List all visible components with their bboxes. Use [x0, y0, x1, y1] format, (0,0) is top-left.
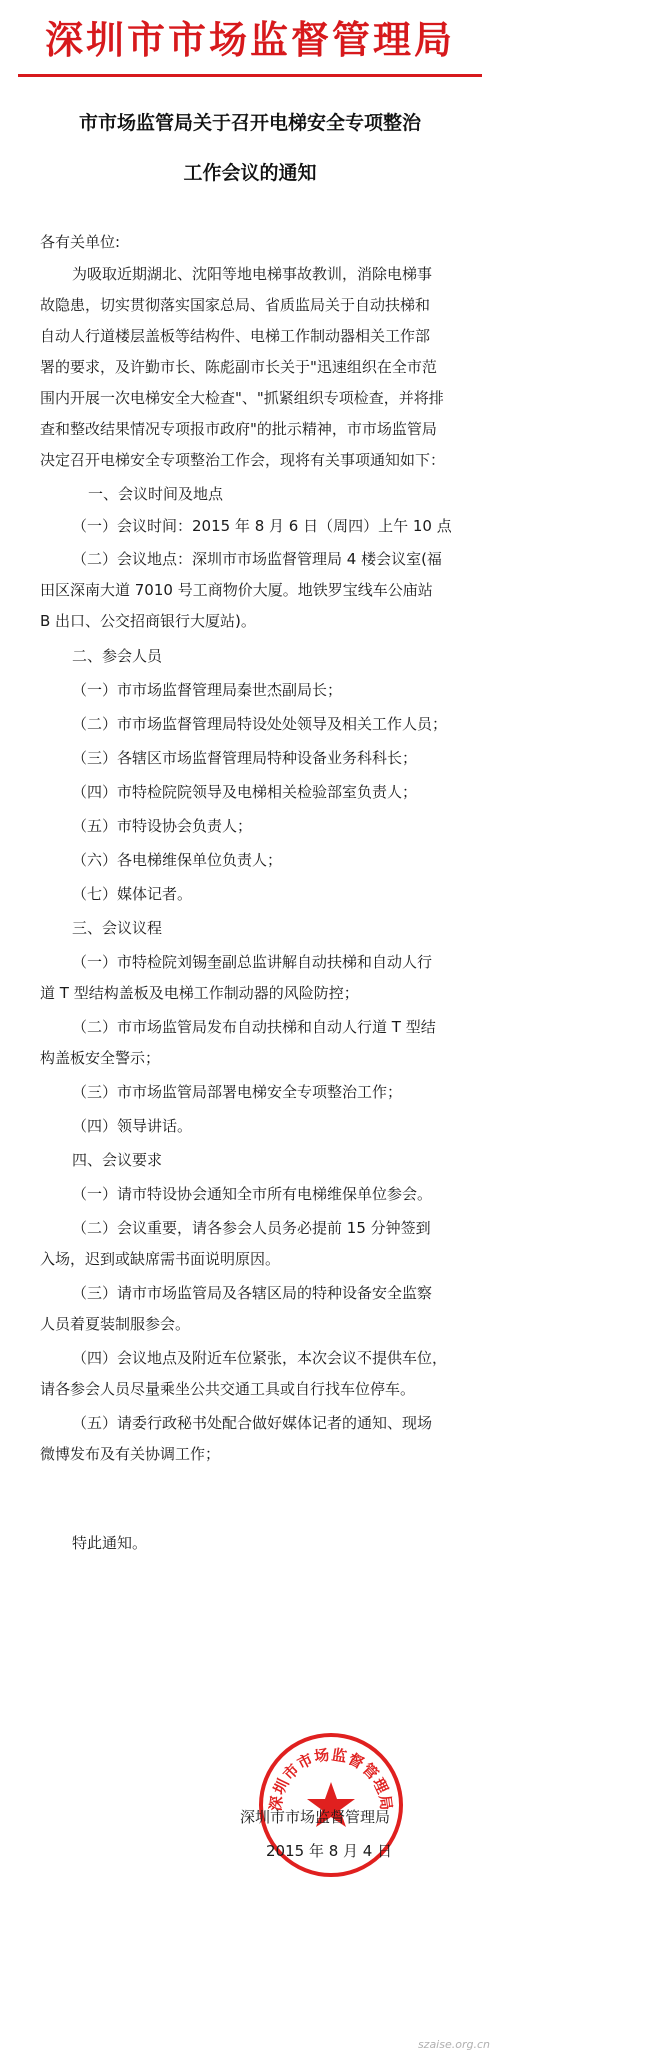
section-item-line: （三）请市市场监管局及各辖区局的特种设备安全监察 [72, 1284, 433, 1302]
section-item-line: （二）市市场监督管理局特设处处领导及相关工作人员； [72, 715, 448, 733]
section-item-line: 道 T 型结构盖板及电梯工作制动器的风险防控； [40, 984, 359, 1002]
intro-line: 决定召开电梯安全专项整治工作会，现将有关事项通知如下： [40, 451, 446, 469]
section-item-line: （一）市特检院刘锡奎副总监讲解自动扶梯和自动人行 [72, 953, 433, 971]
section-item-line: （一）市市场监督管理局秦世杰副局长； [72, 681, 343, 699]
section-item-line: （五）请委行政秘书处配合做好媒体记者的通知、现场 [72, 1414, 433, 1432]
section-item-line: （二）市市场监管局发布自动扶梯和自动人行道 T 型结 [72, 1018, 436, 1036]
watermark: szaise.org.cn [417, 2038, 490, 2051]
intro-line: 故隐患，切实贯彻落实国家总局、省质监局关于自动扶梯和 [40, 296, 431, 314]
section-item-line: （四）会议地点及附近车位紧张，本次会议不提供车位， [72, 1349, 448, 1367]
section-heading: 二、参会人员 [72, 647, 163, 665]
intro-line: 署的要求，及许勤市长、陈彪副市长关于"迅速组织在全市范 [40, 358, 437, 376]
section-heading: 四、会议要求 [72, 1151, 163, 1169]
section-item-line: 田区深南大道 7010 号工商物价大厦。地铁罗宝线车公庙站 [40, 581, 433, 599]
section-item-line: 请各参会人员尽量乘坐公共交通工具或自行找车位停车。 [40, 1380, 416, 1398]
intro-line: 围内开展一次电梯安全大检查"、"抓紧组织专项检查，并将排 [40, 389, 444, 407]
section-item-line: （五）市特设协会负责人； [72, 817, 253, 835]
banner-divider [18, 74, 482, 77]
signature-date: 2015 年 8 月 4 日 [266, 1842, 393, 1860]
notice-title-line1: 市市场监管局关于召开电梯安全专项整治 [78, 112, 421, 134]
section-item-line: （三）市市场监管局部署电梯安全专项整治工作； [72, 1083, 403, 1101]
section-heading: 三、会议议程 [72, 919, 163, 937]
section-item-line: （四）领导讲话。 [72, 1117, 193, 1135]
section-item-line: （一）会议时间：2015 年 8 月 6 日（周四）上午 10 点 [72, 517, 452, 535]
salutation: 各有关单位: [40, 233, 121, 251]
section-item-line: 构盖板安全警示； [40, 1049, 161, 1067]
section-heading: 一、会议时间及地点 [88, 485, 224, 503]
intro-line: 自动人行道楼层盖板等结构件、电梯工作制动器相关工作部 [40, 327, 431, 345]
seal-text: 深圳市市场监督管理局 [266, 1745, 396, 1813]
section-item-line: （二）会议重要，请各参会人员务必提前 15 分钟签到 [72, 1219, 431, 1237]
section-item-line: 入场，迟到或缺席需书面说明原因。 [40, 1250, 281, 1268]
section-item-line: B 出口、公交招商银行大厦站)。 [40, 612, 256, 630]
closing: 特此通知。 [72, 1534, 148, 1552]
notice-title-line2: 工作会议的通知 [183, 162, 317, 184]
section-item-line: 微博发布及有关协调工作； [40, 1445, 221, 1463]
section-item-line: （七）媒体记者。 [72, 885, 193, 903]
section-item-line: （三）各辖区市场监督管理局特种设备业务科科长； [72, 749, 418, 767]
section-item-line: 人员着夏装制服参会。 [40, 1315, 191, 1333]
section-item-line: （四）市特检院院领导及电梯相关检验部室负责人； [72, 783, 418, 801]
org-banner: 深圳市市场监督管理局 [44, 17, 455, 62]
section-item-line: （一）请市特设协会通知全市所有电梯维保单位参会。 [72, 1185, 433, 1203]
section-item-line: （六）各电梯维保单位负责人； [72, 851, 283, 869]
intro-line: 为吸取近期湖北、沈阳等地电梯事故教训，消除电梯事 [72, 265, 433, 283]
signature-org: 深圳市市场监督管理局 [240, 1808, 391, 1826]
section-item-line: （二）会议地点：深圳市市场监督管理局 4 楼会议室(福 [72, 550, 442, 568]
intro-line: 查和整改结果情况专项报市政府"的批示精神，市市场监管局 [40, 420, 437, 438]
